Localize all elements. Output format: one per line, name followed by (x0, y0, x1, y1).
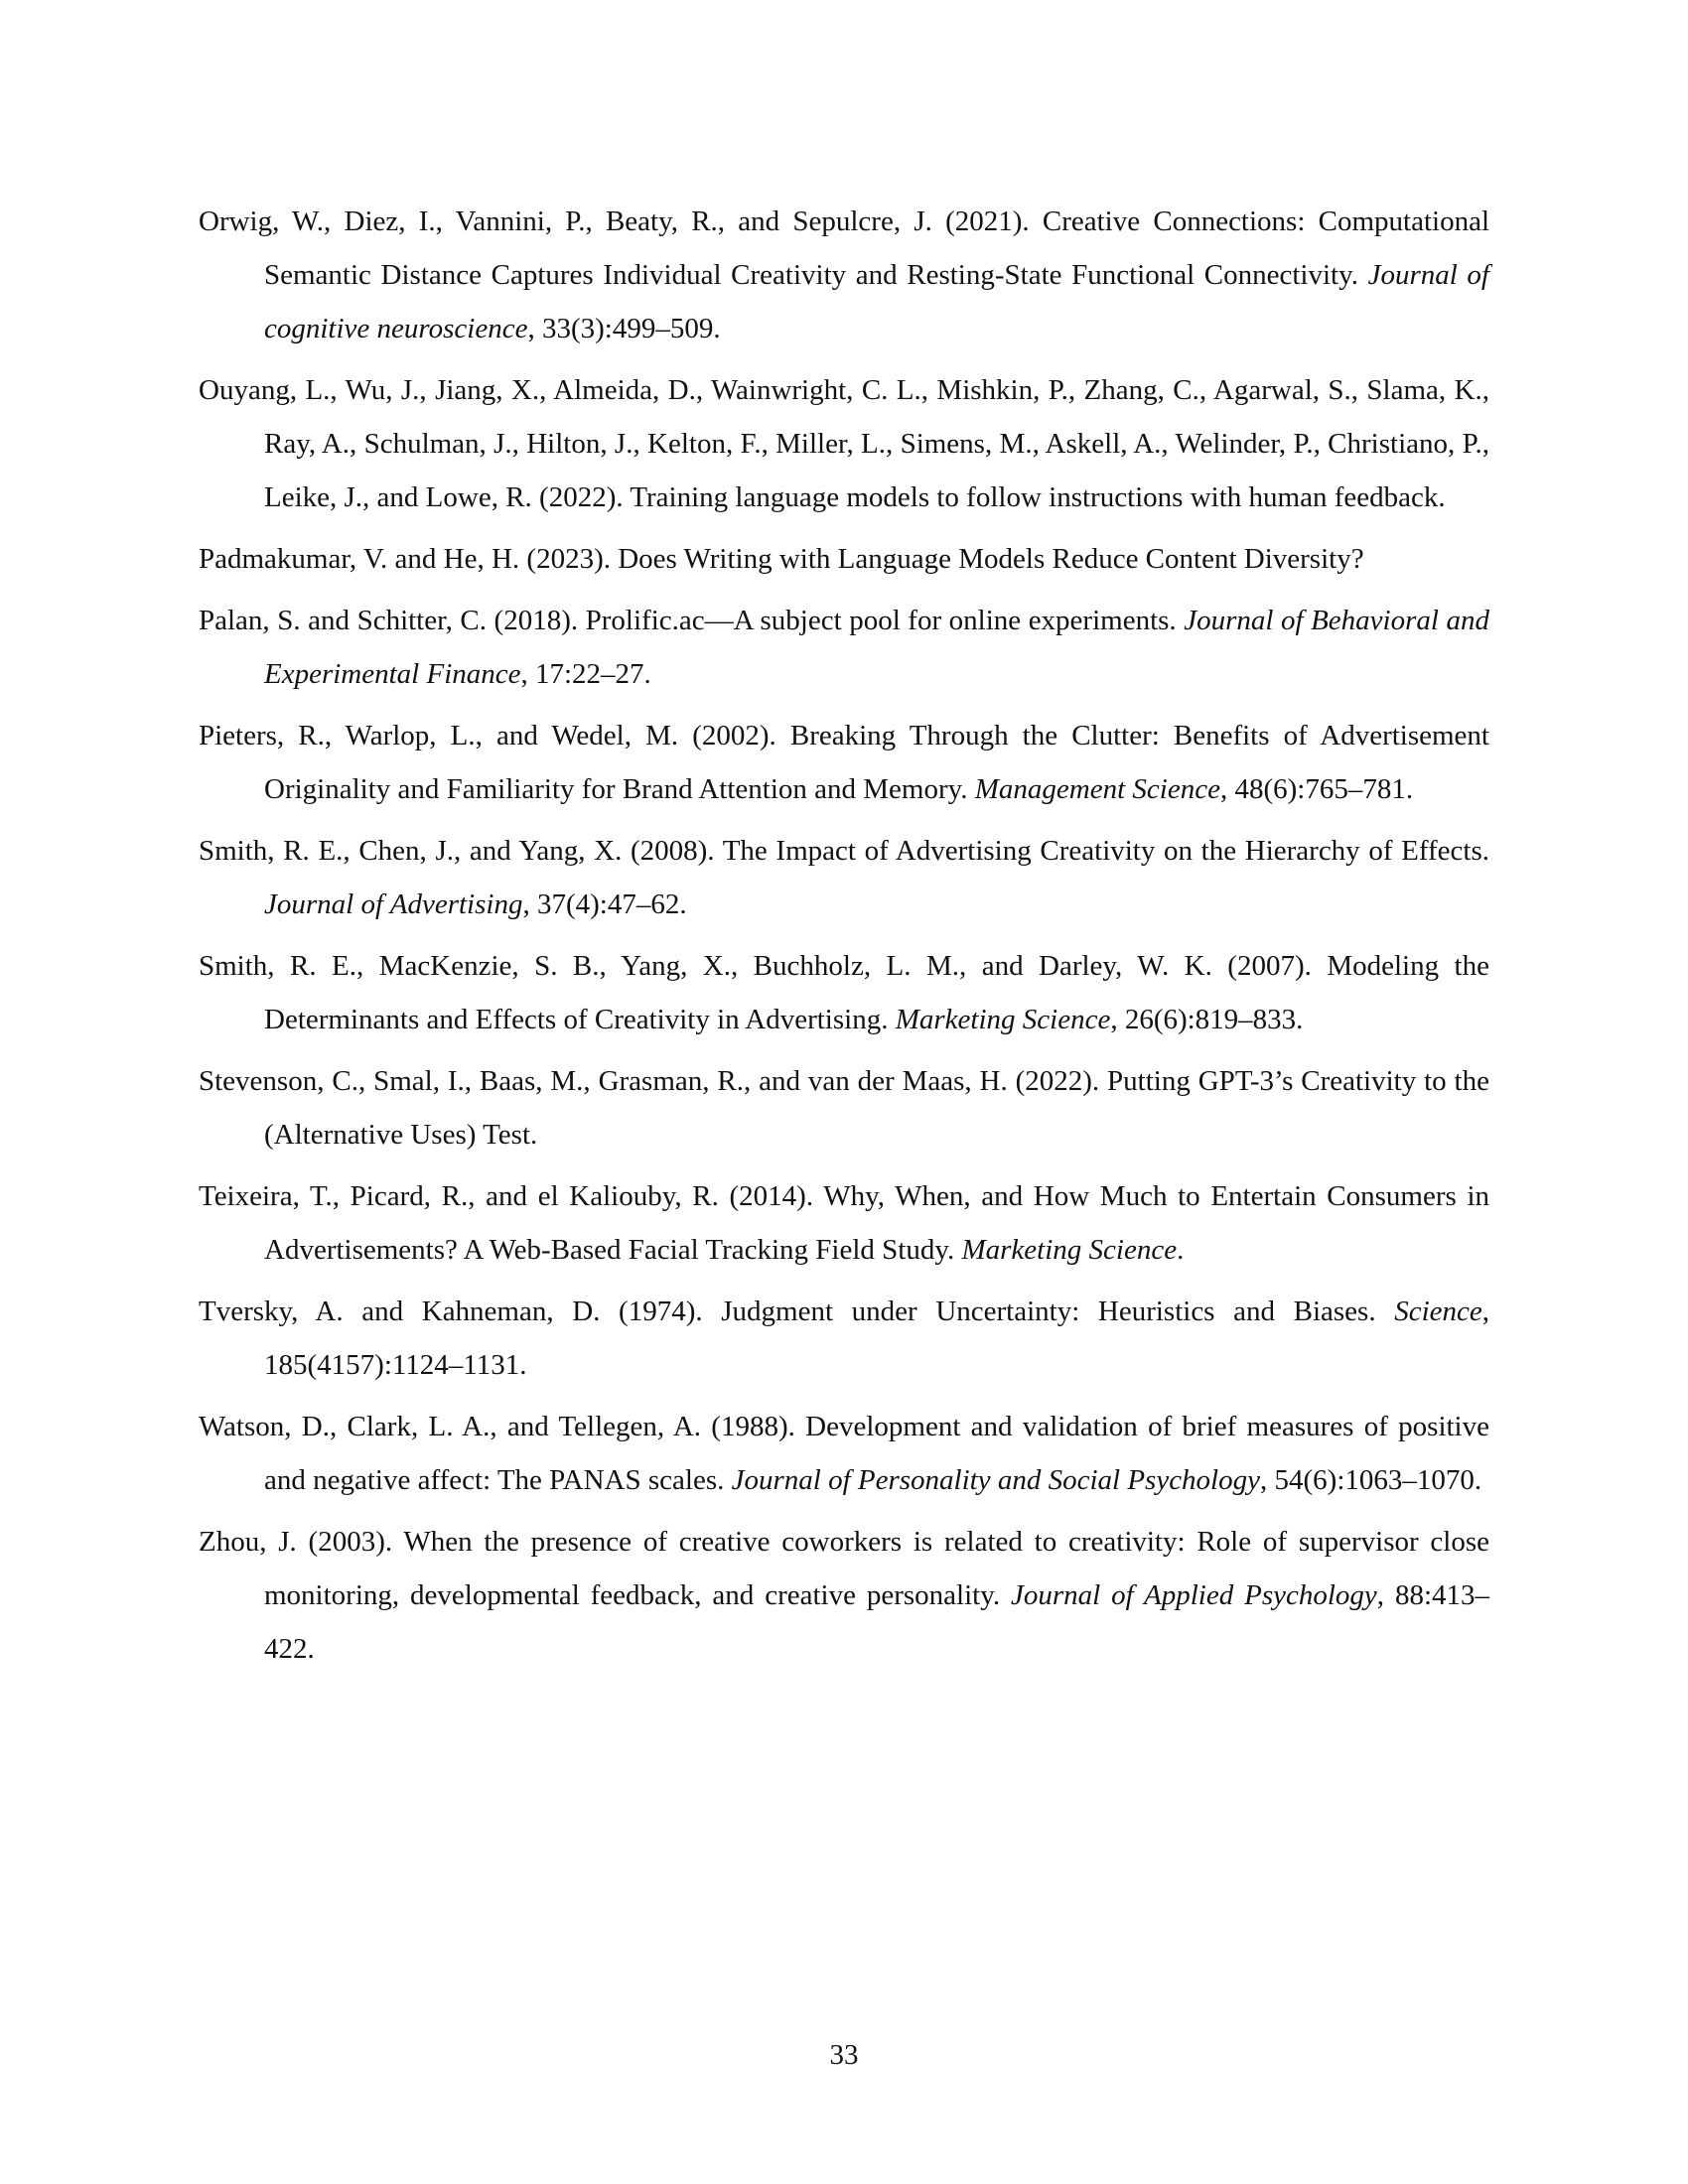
reference-text: Orwig, W., Diez, I., Vannini, P., Beaty, R., and Sepulcre, J. (2021). Creative Connections: Computational Semantic Distance Captures Individual Creativity and Resting-State Functional Connectivity. (199, 205, 1489, 291)
reference-venue: Journal of cognitive neuroscience (264, 259, 1489, 344)
reference-entry (199, 1515, 1489, 1676)
reference-text: Stevenson, C., Smal, I., Baas, M., Grasman, R., and van der Maas, H. (2022). Putting GPT-3’s Creativity to the (Alternative Uses) Test. (199, 1065, 1489, 1151)
reference-text: Palan, S. and Schitter, C. (2018). Prolific.ac—A subject pool for online experiments. (199, 605, 1185, 636)
reference-entry (199, 939, 1489, 1046)
reference-text: Teixeira, T., Picard, R., and el Kaliouby, R. (2014). Why, When, and How Much to Entertain Consumers in Advertisements? A Web-Based Facial Tracking Field Study. (199, 1180, 1489, 1266)
reference-venue: Marketing Science (961, 1234, 1178, 1266)
reference-entry (199, 195, 1489, 355)
reference-details: , 37(4):47–62. (522, 888, 687, 920)
reference-text: Smith, R. E., MacKenzie, S. B., Yang, X., Buchholz, L. M., and Darley, W. K. (2007). Modeling the Determinants and Effects of Creativity in Advertising. (199, 950, 1489, 1035)
reference-venue: Journal of Applied Psychology (1010, 1579, 1377, 1611)
reference-entry (199, 824, 1489, 931)
reference-details: , 17:22–27. (520, 658, 651, 690)
reference-entry (199, 532, 1489, 586)
reference-details: , 185(4157):1124–1131. (264, 1296, 1489, 1381)
reference-text: Zhou, J. (2003). When the presence of creative coworkers is related to creativity: Role of supervisor close monitoring, developmental feedback, and creative personality. (199, 1526, 1489, 1611)
reference-venue: Management Science (974, 773, 1220, 805)
reference-text: Tversky, A. and Kahneman, D. (1974). Judgment under Uncertainty: Heuristics and Biases. (199, 1296, 1395, 1327)
reference-venue: Journal of Advertising (264, 888, 523, 920)
reference-details: , 26(6):819–833. (1110, 1004, 1304, 1035)
reference-venue: Marketing Science (895, 1004, 1111, 1035)
reference-text: Watson, D., Clark, L. A., and Tellegen, A. (1988). Development and validation of brief measures of positive and negative affect: The PANAS scales. (199, 1411, 1489, 1496)
reference-entry (199, 363, 1489, 524)
reference-details: , 48(6):765–781. (1219, 773, 1414, 805)
reference-entry (199, 1169, 1489, 1277)
reference-venue: Journal of Behavioral and Experimental Finance (264, 605, 1489, 690)
reference-entry (199, 1285, 1489, 1392)
reference-venue: Science (1394, 1296, 1482, 1327)
reference-entry (199, 594, 1489, 701)
reference-entry (199, 709, 1489, 816)
reference-entry (199, 1054, 1489, 1161)
reference-details: . (1177, 1234, 1185, 1266)
reference-text: Padmakumar, V. and He, H. (2023). Does Writing with Language Models Reduce Content Diversity? (199, 543, 1364, 575)
reference-text: Smith, R. E., Chen, J., and Yang, X. (2008). The Impact of Advertising Creativity on the Hierarchy of Effects. (199, 835, 1489, 867)
reference-entry (199, 1400, 1489, 1507)
reference-venue: Journal of Personality and Social Psychology (731, 1464, 1260, 1496)
reference-list (199, 195, 1489, 1684)
reference-details: , 88:413–422. (264, 1579, 1489, 1665)
page-number: 33 (829, 2039, 859, 2071)
reference-text: Ouyang, L., Wu, J., Jiang, X., Almeida, D., Wainwright, C. L., Mishkin, P., Zhang, C., Agarwal, S., Slama, K., Ray, A., Schulman, J., Hilton, J., Kelton, F., Miller, L., Simens, M., Askell, A., Welinder, P., Christiano, P., Leike, J., and Lowe, R. (2022). Training language models to follow instructions with human feedback. (199, 374, 1489, 513)
reference-details: , 54(6):1063–1070. (1260, 1464, 1482, 1496)
reference-details: , 33(3):499–509. (527, 313, 721, 344)
reference-text: Pieters, R., Warlop, L., and Wedel, M. (2002). Breaking Through the Clutter: Benefits of Advertisement Originality and Familiarity for Brand Attention and Memory. (199, 720, 1489, 805)
